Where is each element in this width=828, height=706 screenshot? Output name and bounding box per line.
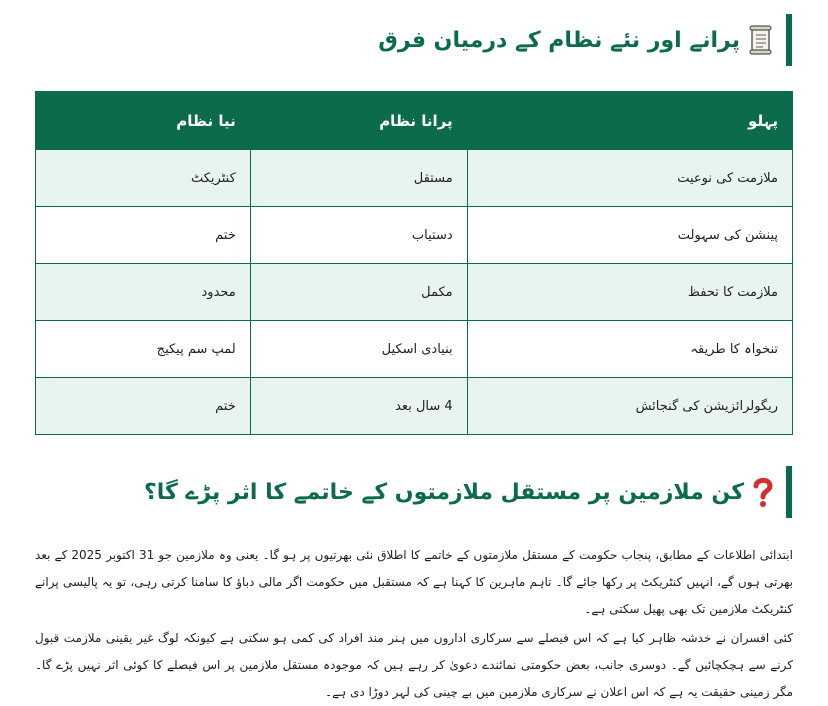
table-cell: تنخواہ کا طریقہ xyxy=(467,321,792,378)
table-cell: 4 سال بعد xyxy=(250,378,467,435)
section-title: کن ملازمین پر مستقل ملازمتوں کے خاتمے کا اثر پڑے گا؟ xyxy=(143,479,744,505)
column-header-old-system: پرانا نظام xyxy=(250,92,467,150)
section-title: پرانے اور نئے نظام کے درمیان فرق xyxy=(378,27,740,53)
table-row xyxy=(36,264,793,321)
scroll-icon xyxy=(748,25,774,55)
article-paragraph: کئی افسران نے خدشہ ظاہر کیا ہے کہ اس فیصلے سے سرکاری اداروں میں ہنر مند افراد کی کمی ہو سکتی ہے کیونکہ لوگ غیر یقینی ملازمت قبول کرنے سے ہچکچائیں گے۔ دوسری جانب، بعض حکومتی نمائندے دعویٰ کر رہے ہیں کہ موجودہ مستقل ملازمین پر اس فیصلے کا کوئی اثر نہیں پڑے گا۔ مگر زمینی حقیقت یہ ہے کہ اس اعلان نے سرکاری ملازمین میں بے چینی کی لہر دوڑا دی ہے۔ xyxy=(35,631,793,699)
article-paragraph: ابتدائی اطلاعات کے مطابق، پنجاب حکومت کے مستقل ملازمتوں کے خاتمے کا اطلاق نئی بھرتیوں پر ہو گا۔ یعنی وہ ملازمین جو 31 اکتوبر 2025 کے بعد بھرتی ہوں گے، انہیں کنٹریکٹ پر رکھا جائے گا۔ تاہم ماہرین کا کہنا ہے کہ مستقبل میں حکومت اگر مالی دباؤ کا سامنا کرتی رہی، تو یہ پالیسی پرانے کنٹریکٹ ملازمین تک بھی پھیل سکتی ہے۔ xyxy=(35,548,793,616)
question-icon xyxy=(752,476,774,508)
section-heading-impact xyxy=(144,466,792,518)
column-header-aspect: پہلو xyxy=(467,92,792,150)
table-cell: ملازمت کا تحفظ xyxy=(467,264,792,321)
table-cell: بنیادی اسکیل xyxy=(250,321,467,378)
table-cell: دستیاب xyxy=(250,207,467,264)
table-cell: مکمل xyxy=(250,264,467,321)
table-row xyxy=(36,378,793,435)
table-cell: مستقل xyxy=(250,150,467,207)
table-cell: پینشن کی سہولت xyxy=(467,207,792,264)
table-cell: ختم xyxy=(36,378,251,435)
table-cell: ریگولرائزیشن کی گنجائش xyxy=(467,378,792,435)
table-cell: محدود xyxy=(36,264,251,321)
table-row xyxy=(36,321,793,378)
comparison-table xyxy=(35,91,793,435)
table-cell: لمپ سم پیکیج xyxy=(36,321,251,378)
column-header-new-system: نیا نظام xyxy=(36,92,251,150)
table-row xyxy=(36,150,793,207)
table-cell: کنٹریکٹ xyxy=(36,150,251,207)
table-row xyxy=(36,207,793,264)
table-cell: ختم xyxy=(36,207,251,264)
section-heading-differences xyxy=(378,14,792,66)
table-cell: ملازمت کی نوعیت xyxy=(467,150,792,207)
table-header-row xyxy=(36,92,793,150)
